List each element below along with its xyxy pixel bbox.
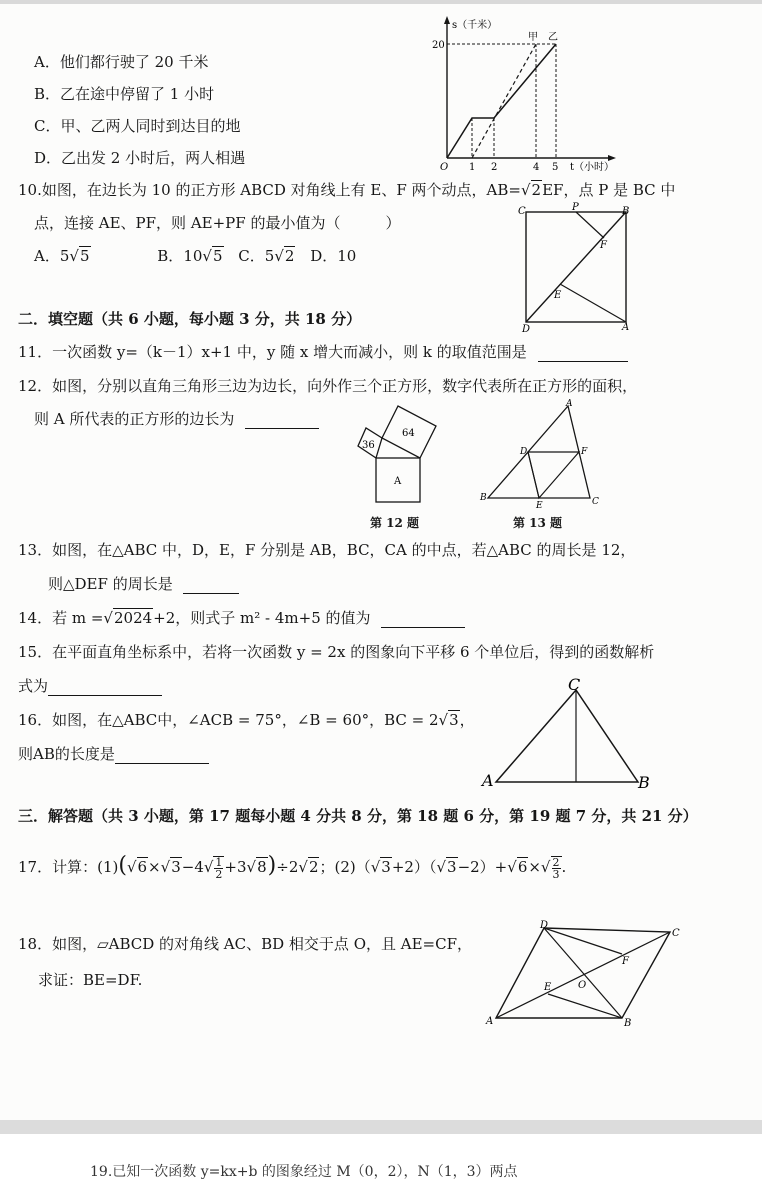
q16-text: 则AB的长度是 (18, 745, 115, 763)
q11-text: 11．一次函数 y=（k－1）x+1 中，y 随 x 增大而减小，则 k 的取值范围是 (18, 343, 527, 361)
label-f13: F (581, 447, 588, 457)
q14-rad: 2024 (113, 609, 153, 627)
line-label-jia: 甲 (528, 32, 538, 43)
q10-stem-line2: 点，连接 AE、PF，则 AE+PF 的最小值为（ ） (34, 214, 401, 232)
x-tick-1: 1 (469, 162, 476, 173)
q14-answer-blank[interactable] (381, 611, 465, 628)
q18-line2: 求证：BE=DF. (38, 971, 143, 989)
origin-label: O (440, 162, 449, 173)
next-page-fragment: 19.已知一次函数 y=kx+b 的图象经过 M（0，2），N（1，3）两点 (90, 1164, 518, 1180)
q16-line2 (18, 744, 209, 764)
q10-square-figure (514, 202, 644, 335)
q14-post: +2，则式子 m² - 4m+5 的值为 (153, 609, 371, 627)
label-d13: D (520, 447, 528, 457)
q13-text: 则△DEF 的周长是 (48, 575, 173, 593)
q11-line (18, 342, 628, 362)
q13-line2 (48, 574, 239, 594)
q14-line: 14．若 m =√2024+2，则式子 m² - 4m+5 的值为 (18, 608, 465, 628)
q15-line1: 15．在平面直角坐标系中，若将一次函数 y = 2x 的图象向下平移 6 个单位后，得到的函数解析 (18, 643, 655, 661)
q13-line1: 13．如图，在△ABC 中，D，E，F 分别是 AB，BC，CA 的中点，若△ABC 的周长是 12， (18, 541, 636, 559)
q18-line1: 18．如图，▱ABCD 的对角线 AC、BD 相交于点 O，且 AE=CF， (18, 935, 472, 953)
q10-sqrt-arg: 2 (531, 181, 542, 199)
label-f: F (600, 240, 607, 251)
q9-option-c: C．甲、乙两人同时到达目的地 (34, 117, 241, 135)
x-tick-2: 2 (491, 162, 498, 173)
q10-stem-part1: 10.如图，在边长为 10 的正方形 ABCD 对角线上有 E、F 两个动点，AB= (18, 181, 521, 199)
q12-squares-figure (352, 400, 442, 510)
label-a: A (622, 322, 630, 333)
section2-title: 二．填空题（共 6 小题，每小题 3 分，共 18 分） (18, 310, 362, 328)
q13-triangle-figure (478, 398, 608, 511)
label-c: C (518, 206, 526, 217)
x-tick-4: 4 (533, 162, 540, 173)
label-d: D (522, 324, 531, 335)
label-b16: B (638, 773, 650, 792)
label-e: E (554, 290, 562, 301)
q16-pre: 16．如图，在△ABC中，∠ACB = 75°，∠B = 60°，BC = 2 (18, 711, 439, 729)
q17-line: 17．计算：(1)(√6×√3−4√ $\frac{1}{2}$ +3√8)÷2√2；(2)（√3+2）（√3−2）+√6×√ $\frac{2}{3}$ . (18, 853, 567, 881)
label-a18: A (486, 1016, 494, 1027)
q16-rad: 3 (449, 711, 459, 729)
label-a13: A (566, 399, 573, 409)
label-d18: D (540, 920, 549, 931)
area-36: 36 (362, 440, 375, 451)
q9-option-a: A．他们都行驶了 20 千米 (34, 53, 209, 71)
label-c18: C (672, 928, 680, 939)
q10-option-d: D．10 (310, 247, 357, 265)
top-edge (0, 0, 762, 4)
area-a: A (394, 476, 402, 487)
label-b18: B (624, 1018, 632, 1029)
label-a16: A (482, 771, 494, 790)
q10-options (34, 246, 356, 266)
y-tick-20: 20 (432, 40, 445, 51)
x-tick-5: 5 (552, 162, 559, 173)
q12-text: 则 A 所代表的正方形的边长为 (34, 410, 235, 428)
label-e18: E (544, 982, 552, 993)
q12-line1: 12．如图，分别以直角三角形三边为边长，向外作三个正方形，数字代表所在正方形的面积， (18, 377, 638, 395)
label-e13: E (536, 501, 543, 511)
line-label-yi: 乙 (548, 32, 558, 43)
q16-answer-blank[interactable] (115, 747, 209, 764)
label-p: P (572, 202, 579, 213)
q13-answer-blank[interactable] (183, 577, 239, 594)
section3-title: 三．解答题（共 3 小题，第 17 题每小题 4 分共 8 分，第 18 题 6 分，第 19 题 7 分，共 21 分） (18, 807, 698, 825)
q12-answer-blank[interactable] (245, 412, 319, 429)
q12-caption: 第 12 题 (370, 516, 420, 530)
q17-lead: 17．计算：(1) (18, 858, 119, 876)
x-axis-label: t（小时） (570, 162, 615, 173)
label-o18: O (578, 980, 587, 991)
q12-line2 (34, 409, 319, 429)
q9-option-d: D．乙出发 2 小时后，两人相遇 (34, 149, 246, 167)
q10-option-c: C．5√2 (238, 247, 295, 265)
q15-answer-blank[interactable] (48, 679, 162, 696)
q16-line1: 16．如图，在△ABC中，∠ACB = 75°，∠B = 60°，BC = 2√3， (18, 711, 475, 729)
q11-answer-blank[interactable] (538, 345, 628, 362)
label-c13: C (592, 497, 599, 507)
q10-option-b: B．10√5 (157, 247, 223, 265)
q15-line2 (18, 676, 162, 696)
y-axis-label: s（千米） (452, 20, 498, 31)
q16-triangle-figure (480, 674, 660, 794)
label-b: B (622, 206, 630, 217)
q10-stem-line1: 10.如图，在边长为 10 的正方形 ABCD 对角线上有 E、F 两个动点，AB=√2EF，点 P 是 BC 中 (18, 181, 676, 199)
label-b13: B (480, 493, 487, 503)
label-f18: F (622, 956, 629, 967)
q17-part2-lead: ；(2) (319, 858, 356, 876)
q16-post: ， (459, 711, 475, 729)
q9-distance-time-graph (430, 14, 640, 174)
q13-caption: 第 13 题 (513, 516, 563, 530)
q10-option-a: A．5√5 (34, 247, 90, 265)
q10-stem-part2: EF，点 P 是 BC 中 (542, 181, 676, 199)
q9-option-b: B．乙在途中停留了 1 小时 (34, 85, 215, 103)
page-separator (0, 1120, 762, 1134)
q14-pre: 14．若 m = (18, 609, 104, 627)
q18-parallelogram-figure (484, 918, 694, 1030)
q15-text: 式为 (18, 677, 49, 695)
area-64: 64 (402, 428, 415, 439)
label-c16: C (568, 675, 581, 694)
